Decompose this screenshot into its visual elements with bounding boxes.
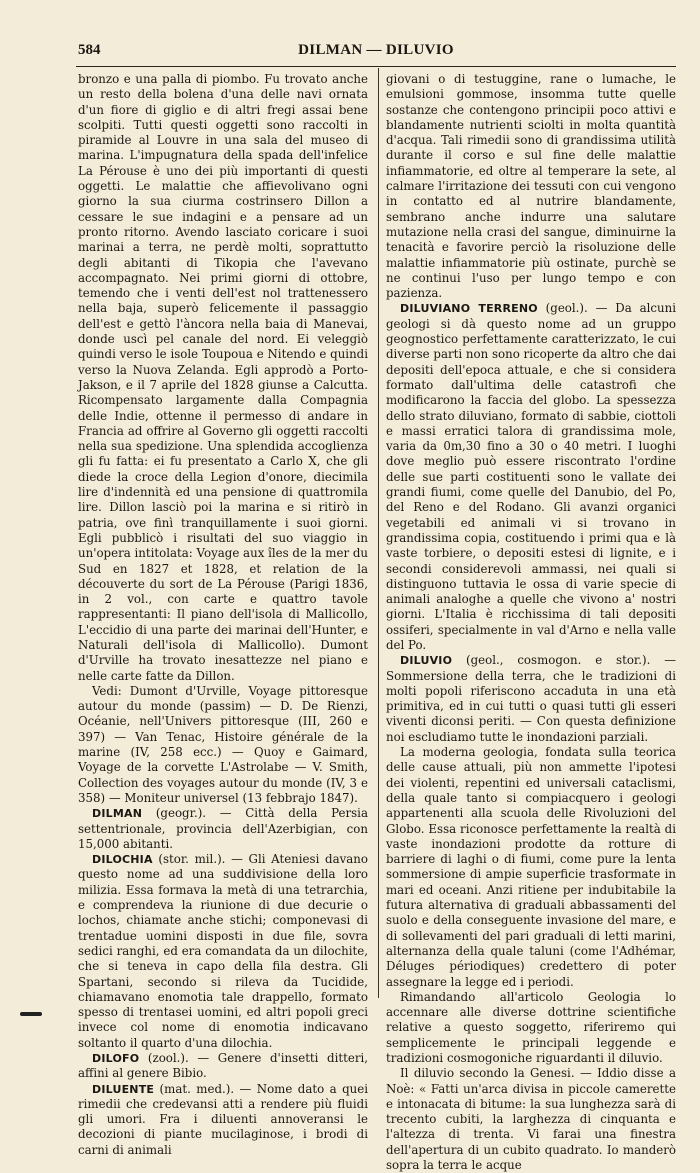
dictionary-entry	[78, 806, 368, 852]
scan-mark	[20, 1012, 42, 1016]
entry-headword: DILOFO	[92, 1052, 140, 1065]
entry-headword: DILUVIO	[400, 654, 453, 668]
dictionary-entry	[386, 301, 676, 653]
entry-text: (geol.). — Da alcuni geologi si dà questo nome ad un gruppo geognostico perfettamente caratterizzato, le cui diverse parti non sono ricoperte da altro che dai depositi dell'epoca attuale, e che si considera formato dall'ultima delle catastrofi che modificarono la faccia del globo. La spessezza dello strato diluviano, formato di sabbie, ciottoli e massi erratici talora di grandissima mole, varia da 0m,30 fino a 30 o 40 metri. I luoghi dove meglio può essere riscontrato l'ordine delle sue parti costituenti sono le vallate dei grandi fiumi, come quelle del Danubio, del Po, del Reno e del Rodano. Gli avanzi organici vegetabili ed animali vi si trovano in grandissima copia, costituendo i primi qua e là vaste torbiere, o depositi estesi di lignite, e i secondi considerevoli ammassi, nei quali si distinguono tuttavia le ossa di varie specie di animali analoghe a quelle che vivono a' nostri giorni. L'Italia è ricchissima di tali depositi ossiferi, specialmente in val d'Arno e nella valle del Po.	[386, 301, 676, 652]
paragraph: La moderna geologia, fondata sulla teorica delle cause attuali, più non ammette l'ipotesi dei violenti, repentini ed universali cataclismi, della quale tanto si compiacquero i geologi appartenenti alla scuola delle Rivoluzioni del Globo. Essa riconosce perfettamente la realtà di vaste inondazioni prodotte da rotture di barriere di laghi o di fiumi, come pure la lenta sommersione di ampie superficie trasformate in mari ed oceani. Anzi ritiene per indubitabile la futura alternativa di graduali abbassamenti del suolo e della conseguente invasione del mare, e di sollevamenti del pari graduali di letti marini, alternanza della quale taluni (come l'Adhémar, Déluges périodiques) credettero di poter assegnare la legge ed i periodi.	[386, 745, 676, 989]
entry-headword: DILOCHIA	[92, 853, 153, 867]
entry-text: (geogr.). — Città della Persia settentrionale, provincia dell'Azerbigian, con 15,000 abitanti.	[78, 806, 368, 851]
dictionary-entry	[78, 1051, 368, 1082]
paragraph: Rimandando all'articolo Geologia lo accennare alle diverse dottrine scientifiche relative a questo soggetto, riferiremo qui semplicemente le principali leggende e tradizioni cosmogoniche riguardanti il diluvio.	[386, 989, 676, 1065]
entry-headword: DILUENTE	[92, 1082, 155, 1096]
entry-text: (stor. mil.). — Gli Ateniesi davano questo nome ad una suddivisione della loro milizia. Essa formava la metà di una tetrarchia, e comprendeva la riunione di due decurie o lochos, chiamate anche stichi; componevasi di trentadue uomini disposti in due file, sovra sedici ranghi, ed era comandata da un dilochite, che si teneva in capo della fila destra. Gli Spartani, secondo si rileva da Tucidide, chiamavano enomotia tale drappello, formato spesso di trentasei uomini, ed altri popoli greci invece col nome di enomotia indicavano soltanto il quarto d'una dilochia.	[78, 852, 368, 1050]
header-rule	[76, 66, 676, 67]
right-column	[386, 72, 676, 1173]
dictionary-entry	[386, 653, 676, 745]
column-divider	[378, 68, 379, 998]
continued-paragraph: giovani o di testuggine, rane o lumache, le emulsioni gommose, insomma tutte quelle sostanze che contengono principii poco attivi e blandamente nutrienti sciolti in molta quantità d'acqua. Tali rimedii sono di grandissima utilità durante il corso e sul fine delle malattie infiammatorie, ed oltre al temperare la sete, al calmare l'irritazione dei tessuti con cui vengono in contatto ed al nutrire blandamente, sembrano anche indurre una salutare mutazione nella crasi del sangue, diminuirne la tenacità e favorire perciò la risoluzione delle malattie infiammatorie più ostinate, purchè se ne continui l'uso per lungo tempo e con pazienza.	[386, 72, 676, 301]
dictionary-entry	[78, 852, 368, 1051]
continued-paragraph: bronzo e una palla di piombo. Fu trovato anche un resto della bolena d'una delle navi ornata d'un fiore di giglio e di altri fregi assai bene scolpiti. Tutti questi oggetti sono raccolti in piramide al Louvre in una sala del museo di marina. L'impugnatura della spada dell'infelice La Pérouse è uno dei più importanti di questi oggetti. Le malattie che affievolivano ogni giorno la sua ciurma costrinsero Dillon a cessare le sue indagini e a pensare ad un pronto ritorno. Avendo lasciato coricare i suoi marinai a terra, ne perdè molti, soprattutto degli abitanti di Tikopia che l'avevano accompagnato. Nei primi giorni di ottobre, temendo che i venti dell'est nol trattenessero nella baja, superò felicemente il passaggio dell'est e gettò l'àncora nella baia di Manevai, donde uscì pel canale del nord. Ei veleggiò quindi verso le isole Toupoua e Nitendo e quindi verso la Nuova Zelanda. Egli approdò a Porto-Jakson, e il 7 aprile del 1828 giunse a Calcutta. Ricompensato largamente dalla Compagnia delle Indie, ottenne il permesso di andare in Francia ad offrire al Governo gli oggetti raccolti nella sua spedizione. Una splendida accoglienza gli fu fatta: ei fu presentato a Carlo X, che gli diede la croce della Legion d'onore, diecimila lire d'indennità ed una pensione di quattromila lire. Dillon lasciò poi la marina e si ritirò in patria, ove finì tranquillamente i suoi giorni. Egli pubblicò i risultati del suo viaggio in un'opera intitolata: Voyage aux îles de la mer du Sud en 1827 et 1828, et relation de la découverte du sort de La Pérouse (Parigi 1836, in 2 vol., con carte e quattro tavole rappresentanti: Il piano dell'isola di Mallicollo, L'eccidio di una parte dei marinai dell'Hunter, e Naturali dell'isola di Mallicollo). Dumont d'Urville ha trovato inesattezze nel piano e nelle carte fatte da Dillon.	[78, 72, 368, 683]
entry-text: (geol., cosmogon. e stor.). — Sommersione della terra, che le tradizioni di molti popoli riferiscono accaduta in una età primitiva, ed in cui tutti o quasi tutti gli esseri viventi diconsi periti. — Con questa definizione noi escludiamo tutte le inondazioni parziali.	[386, 653, 676, 744]
entry-text: (zool.). — Genere d'insetti ditteri, affini al genere Bibio.	[78, 1051, 368, 1081]
entry-headword: DILMAN	[92, 807, 143, 821]
dictionary-entry	[78, 1082, 368, 1158]
paragraph: Il diluvio secondo la Genesi. — Iddio disse a Noè: « Fatti un'arca divisa in piccole camerette e intonacata di bitume: la sua lunghezza sarà di trecento cubiti, la larghezza di cinquanta e l'altezza di trenta. Vi farai una finestra dell'apertura di un cubito quadrato. Io manderò sopra la terra le acque	[386, 1066, 676, 1173]
running-title: DILMAN — DILUVIO	[298, 42, 454, 58]
entry-headword: DILUVIANO TERRENO	[400, 302, 538, 316]
entry-text: (mat. med.). — Nome dato a quei rimedii che credevansi atti a rendere più fluidi gli umori. Fra i diluenti annoveransi le decozioni di piante mucilaginose, i brodi di carni di animali	[78, 1081, 368, 1157]
paragraph: Vedi: Dumont d'Urville, Voyage pittoresque autour du monde (passim) — D. De Rienzi, Océanie, nell'Univers pittoresque (III, 260 e 397) — Van Tenac, Histoire générale de la marine (IV, 258 ecc.) — Quoy e Gaimard, Voyage de la corvette L'Astrolabe — V. Smith, Collection des voyages autour du monde (IV, 3 e 358) — Moniteur universel (13 febbrajo 1847).	[78, 683, 368, 805]
left-column	[78, 72, 368, 1157]
page-header	[78, 42, 674, 62]
page-number: 584	[78, 42, 101, 58]
